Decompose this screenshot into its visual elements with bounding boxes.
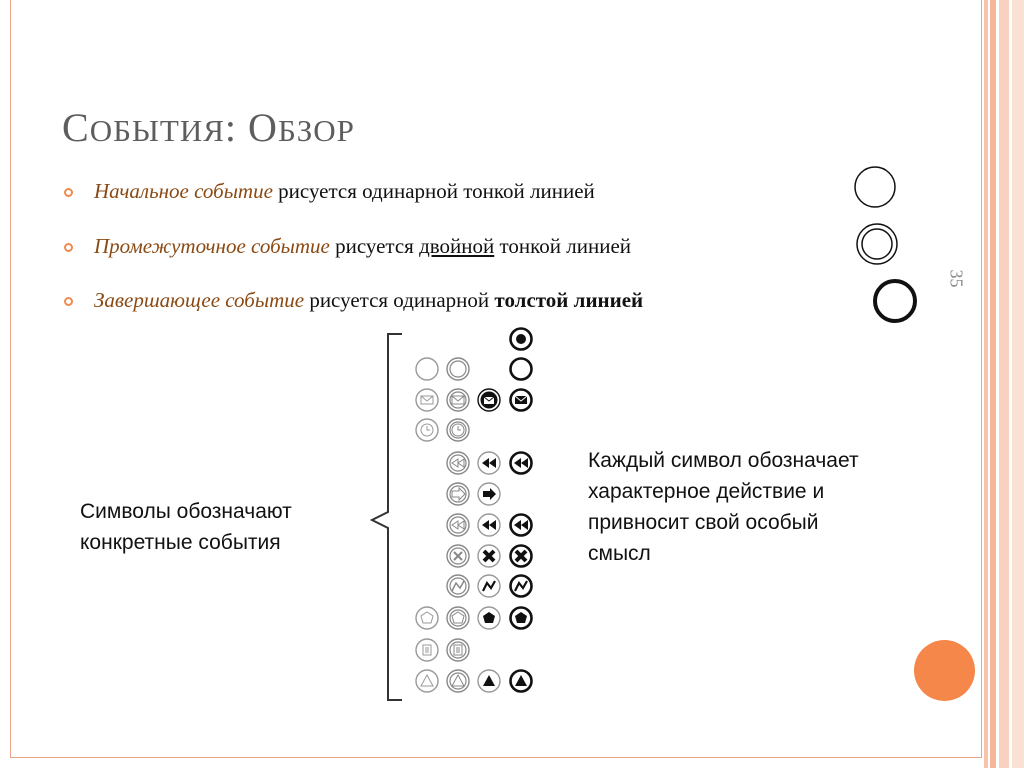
start-event-icon [852,164,898,210]
event-symbols-grid [408,325,538,695]
decor-stripe [999,0,1009,768]
term: Завершающее событие [94,288,305,312]
left-caption: Символы обозначают конкретные события [80,500,292,554]
term: Промежуточное событие [94,234,330,258]
bullet-dot [64,243,73,252]
bullet-dot [64,297,73,306]
page-number: 35 [946,269,967,288]
decor-stripe [1012,0,1024,768]
decor-orange-dot [914,640,975,701]
end-event-icon [871,277,919,325]
intermediate-event-icon [854,221,900,267]
decor-stripe [990,0,996,768]
right-caption: Каждый символ обозначает характерное действие и привносит свой особый смысл [588,449,859,565]
page-title: СОБЫТИЯ: ОБЗОР [62,105,355,150]
term: Начальное событие [94,179,273,203]
decor-stripe [984,0,988,768]
brace [366,330,406,704]
bullet-dot [64,188,73,197]
